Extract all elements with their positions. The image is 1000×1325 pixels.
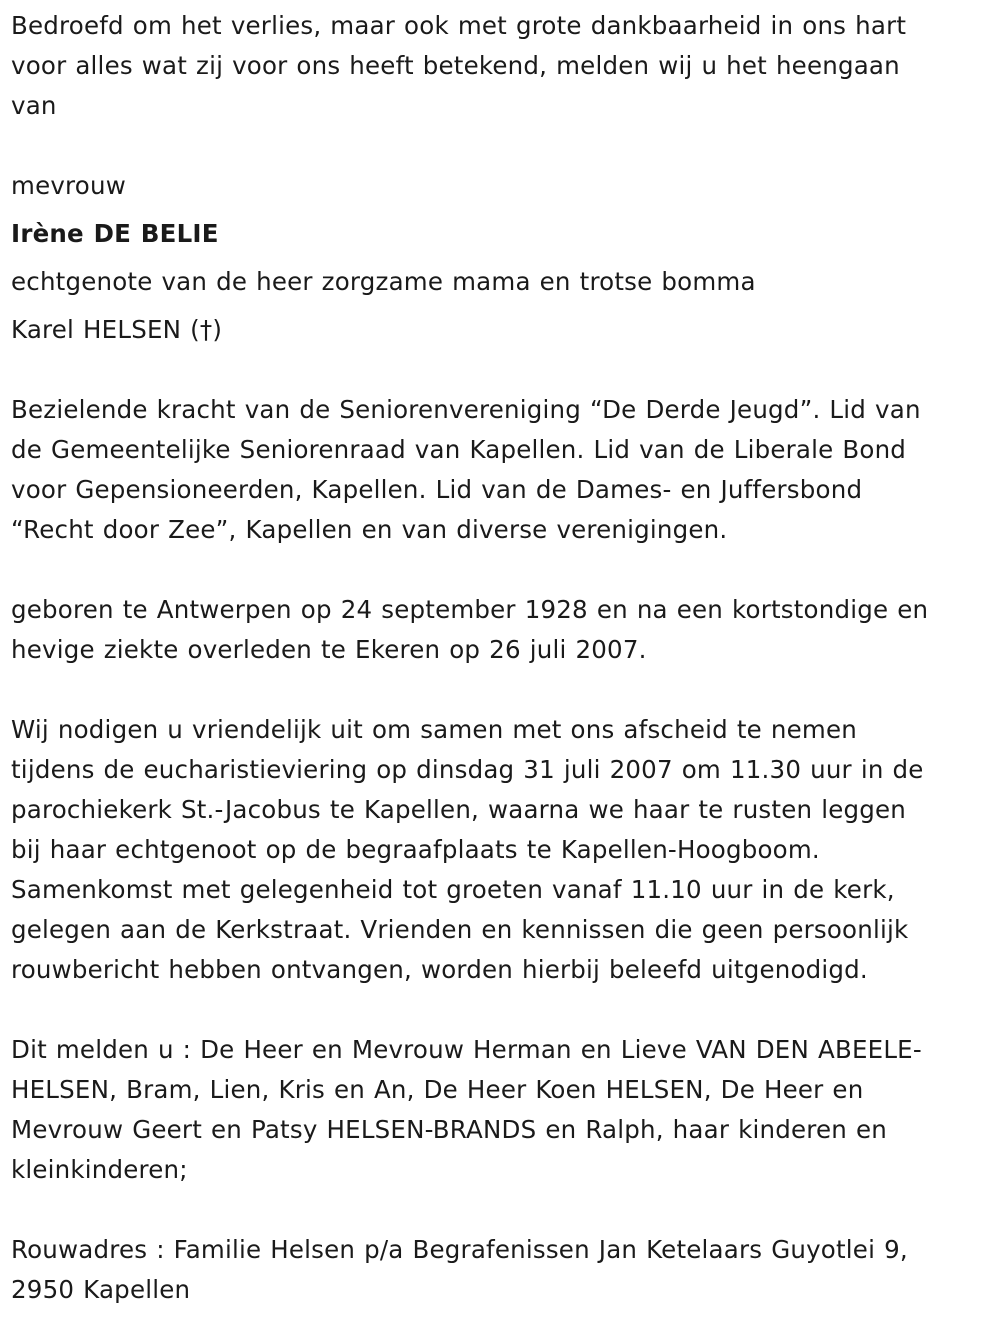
address-line: 2950 Kapellen	[11, 1275, 191, 1304]
ceremony-line: gelegen aan de Kerkstraat. Vrienden en kennissen die geen persoonlijk	[11, 915, 909, 944]
ceremony-line: bij haar echtgenoot op de begraafplaats te Kapellen-Hoogboom.	[11, 835, 820, 864]
paragraph-gap	[11, 990, 1000, 1030]
memberships-line: de Gemeentelijke Seniorenraad van Kapellen. Lid van de Liberale Bond	[11, 435, 907, 464]
family-paragraph	[11, 1030, 1000, 1190]
family-line: Dit melden u : De Heer en Mevrouw Herman en Lieve VAN DEN ABEELE-	[11, 1035, 922, 1064]
deceased-name: Irène DE BELIE	[11, 219, 219, 248]
ceremony-paragraph	[11, 710, 1000, 990]
birth-death-line: hevige ziekte overleden te Ekeren op 26 juli 2007.	[11, 635, 647, 664]
address-line: Rouwadres : Familie Helsen p/a Begrafenissen Jan Ketelaars Guyotlei 9,	[11, 1235, 908, 1264]
ceremony-line: Samenkomst met gelegenheid tot groeten vanaf 11.10 uur in de kerk,	[11, 875, 895, 904]
intro-line: van	[11, 91, 57, 120]
paragraph-gap	[11, 550, 1000, 590]
family-line: HELSEN, Bram, Lien, Kris en An, De Heer Koen HELSEN, De Heer en	[11, 1075, 864, 1104]
ceremony-line: tijdens de eucharistieviering op dinsdag 31 juli 2007 om 11.30 uur in de	[11, 755, 924, 784]
relation-line: echtgenote van de heer zorgzame mama en trotse bomma	[11, 267, 756, 296]
family-line: kleinkinderen;	[11, 1155, 188, 1184]
line-gap	[11, 254, 1000, 262]
intro-line: Bedroefd om het verlies, maar ook met grote dankbaarheid in ons hart	[11, 11, 907, 40]
memberships-line: “Recht door Zee”, Kapellen en van diverse verenigingen.	[11, 515, 728, 544]
family-line: Mevrouw Geert en Patsy HELSEN-BRANDS en Ralph, haar kinderen en	[11, 1115, 887, 1144]
intro-paragraph	[11, 6, 1000, 126]
memberships-line: Bezielende kracht van de Seniorenvereniging “De Derde Jeugd”. Lid van	[11, 395, 921, 424]
paragraph-gap	[11, 126, 1000, 166]
ceremony-line: parochiekerk St.-Jacobus te Kapellen, waarna we haar te rusten leggen	[11, 795, 906, 824]
ceremony-line: Wij nodigen u vriendelijk uit om samen met ons afscheid te nemen	[11, 715, 857, 744]
paragraph-gap	[11, 670, 1000, 710]
birth-death-paragraph	[11, 590, 1000, 670]
intro-line: voor alles wat zij voor ons heeft betekend, melden wij u het heengaan	[11, 51, 900, 80]
memberships-paragraph	[11, 390, 1000, 550]
birth-death-line: geboren te Antwerpen op 24 september 1928 en na een kortstondige en	[11, 595, 929, 624]
spouse-line: Karel HELSEN (†)	[11, 315, 223, 344]
ceremony-line: rouwbericht hebben ontvangen, worden hierbij beleefd uitgenodigd.	[11, 955, 868, 984]
paragraph-gap	[11, 350, 1000, 390]
address-paragraph	[11, 1230, 1000, 1310]
line-gap	[11, 302, 1000, 310]
paragraph-gap	[11, 1190, 1000, 1230]
salutation: mevrouw	[11, 171, 126, 200]
memberships-line: voor Gepensioneerden, Kapellen. Lid van de Dames- en Juffersbond	[11, 475, 863, 504]
line-gap	[11, 206, 1000, 214]
